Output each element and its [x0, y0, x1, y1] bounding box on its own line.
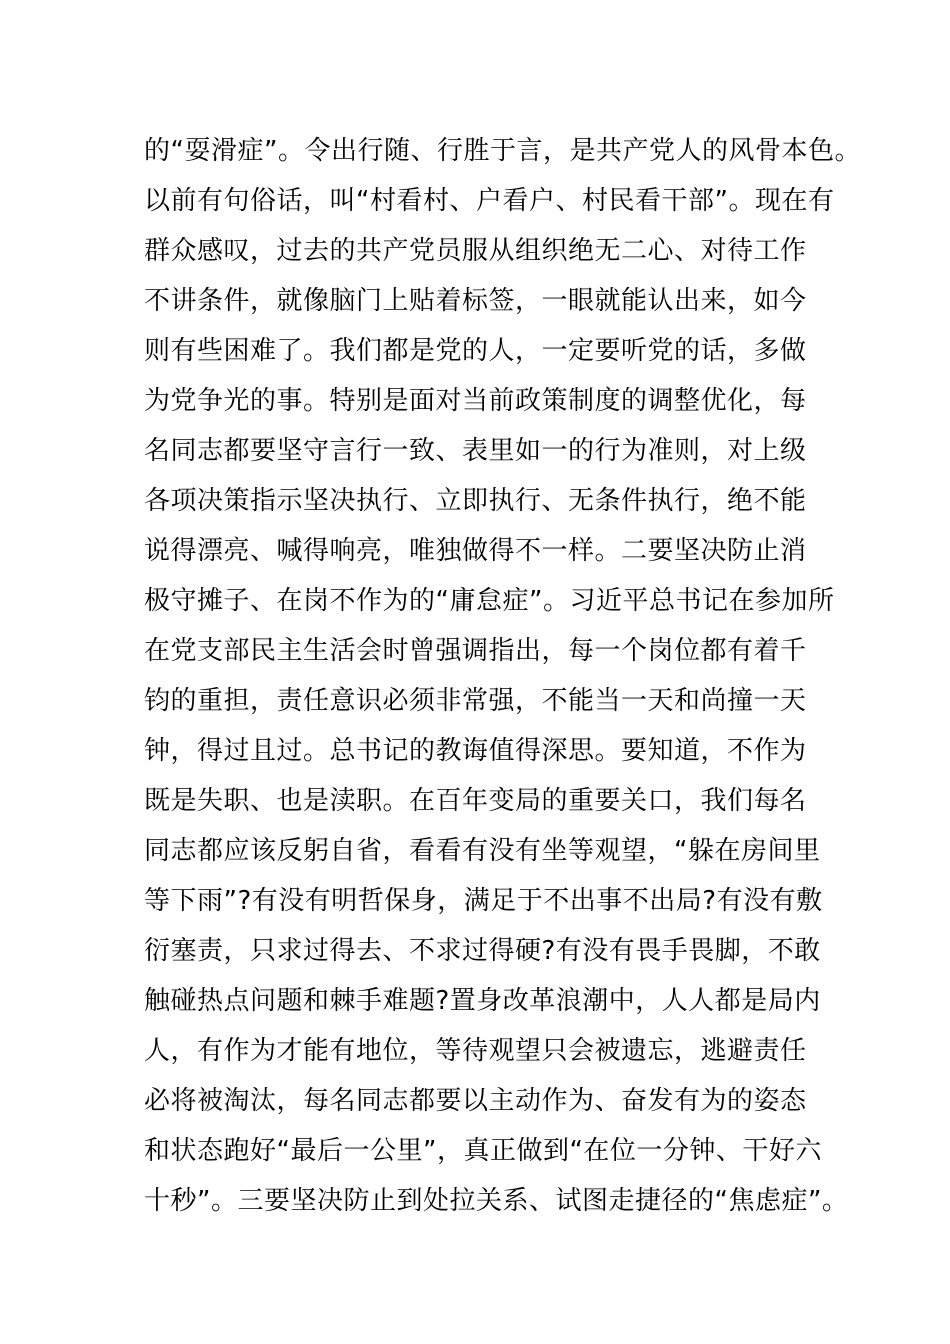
- text-line: 名同志都要坚守言行一致、表里如一的行为准则，对上级: [144, 436, 807, 466]
- text-line: 钟，得过且过。总书记的教诲值得深思。要知道，不作为: [144, 736, 807, 766]
- text-line: 和状态跑好“最后一公里”，真正做到“在位一分钟、干好六: [144, 1136, 822, 1166]
- text-line: 不讲条件，就像脑门上贴着标签，一眼就能认出来，如今: [144, 286, 807, 316]
- text-line: 人，有作为才能有地位，等待观望只会被遗忘，逃避责任: [144, 1036, 807, 1066]
- body-text: [144, 126, 861, 1226]
- text-line: 十秒”。三要坚决防止到处拉关系、试图走捷径的“焦虑症”。: [144, 1186, 849, 1216]
- text-line: 的“耍滑症”。令出行随、行胜于言，是共产党人的风骨本色。: [144, 136, 861, 166]
- text-line: 则有些困难了。我们都是党的人，一定要听党的话，多做: [144, 336, 807, 366]
- text-line: 钧的重担，责任意识必须非常强，不能当一天和尚撞一天: [144, 686, 807, 716]
- text-line: 衍塞责，只求过得去、不求过得硬?有没有畏手畏脚，不敢: [144, 936, 821, 966]
- text-line: 以前有句俗话，叫“村看村、户看户、村民看干部”。现在有: [144, 186, 835, 216]
- text-line: 群众感叹，过去的共产党员服从组织绝无二心、对待工作: [144, 236, 807, 266]
- text-line: 等下雨”?有没有明哲保身，满足于不出事不出局?有没有敷: [144, 886, 823, 916]
- text-line: 触碰热点问题和棘手难题?置身改革浪潮中，人人都是局内: [144, 986, 821, 1016]
- text-line: 既是失职、也是渎职。在百年变局的重要关口，我们每名: [144, 786, 807, 816]
- text-line: 在党支部民主生活会时曾强调指出，每一个岗位都有着千: [144, 636, 807, 666]
- text-line: 为党争光的事。特别是面对当前政策制度的调整优化，每: [144, 386, 807, 416]
- text-line: 说得漂亮、喊得响亮，唯独做得不一样。二要坚决防止消: [144, 536, 807, 566]
- text-line: 极守摊子、在岗不作为的“庸怠症”。习近平总书记在参加所: [144, 586, 835, 616]
- text-line: 必将被淘汰，每名同志都要以主动作为、奋发有为的姿态: [144, 1086, 807, 1116]
- text-line: 各项决策指示坚决执行、立即执行、无条件执行，绝不能: [144, 486, 807, 516]
- text-line: 同志都应该反躬自省，看看有没有坐等观望，“躲在房间里: [144, 836, 821, 866]
